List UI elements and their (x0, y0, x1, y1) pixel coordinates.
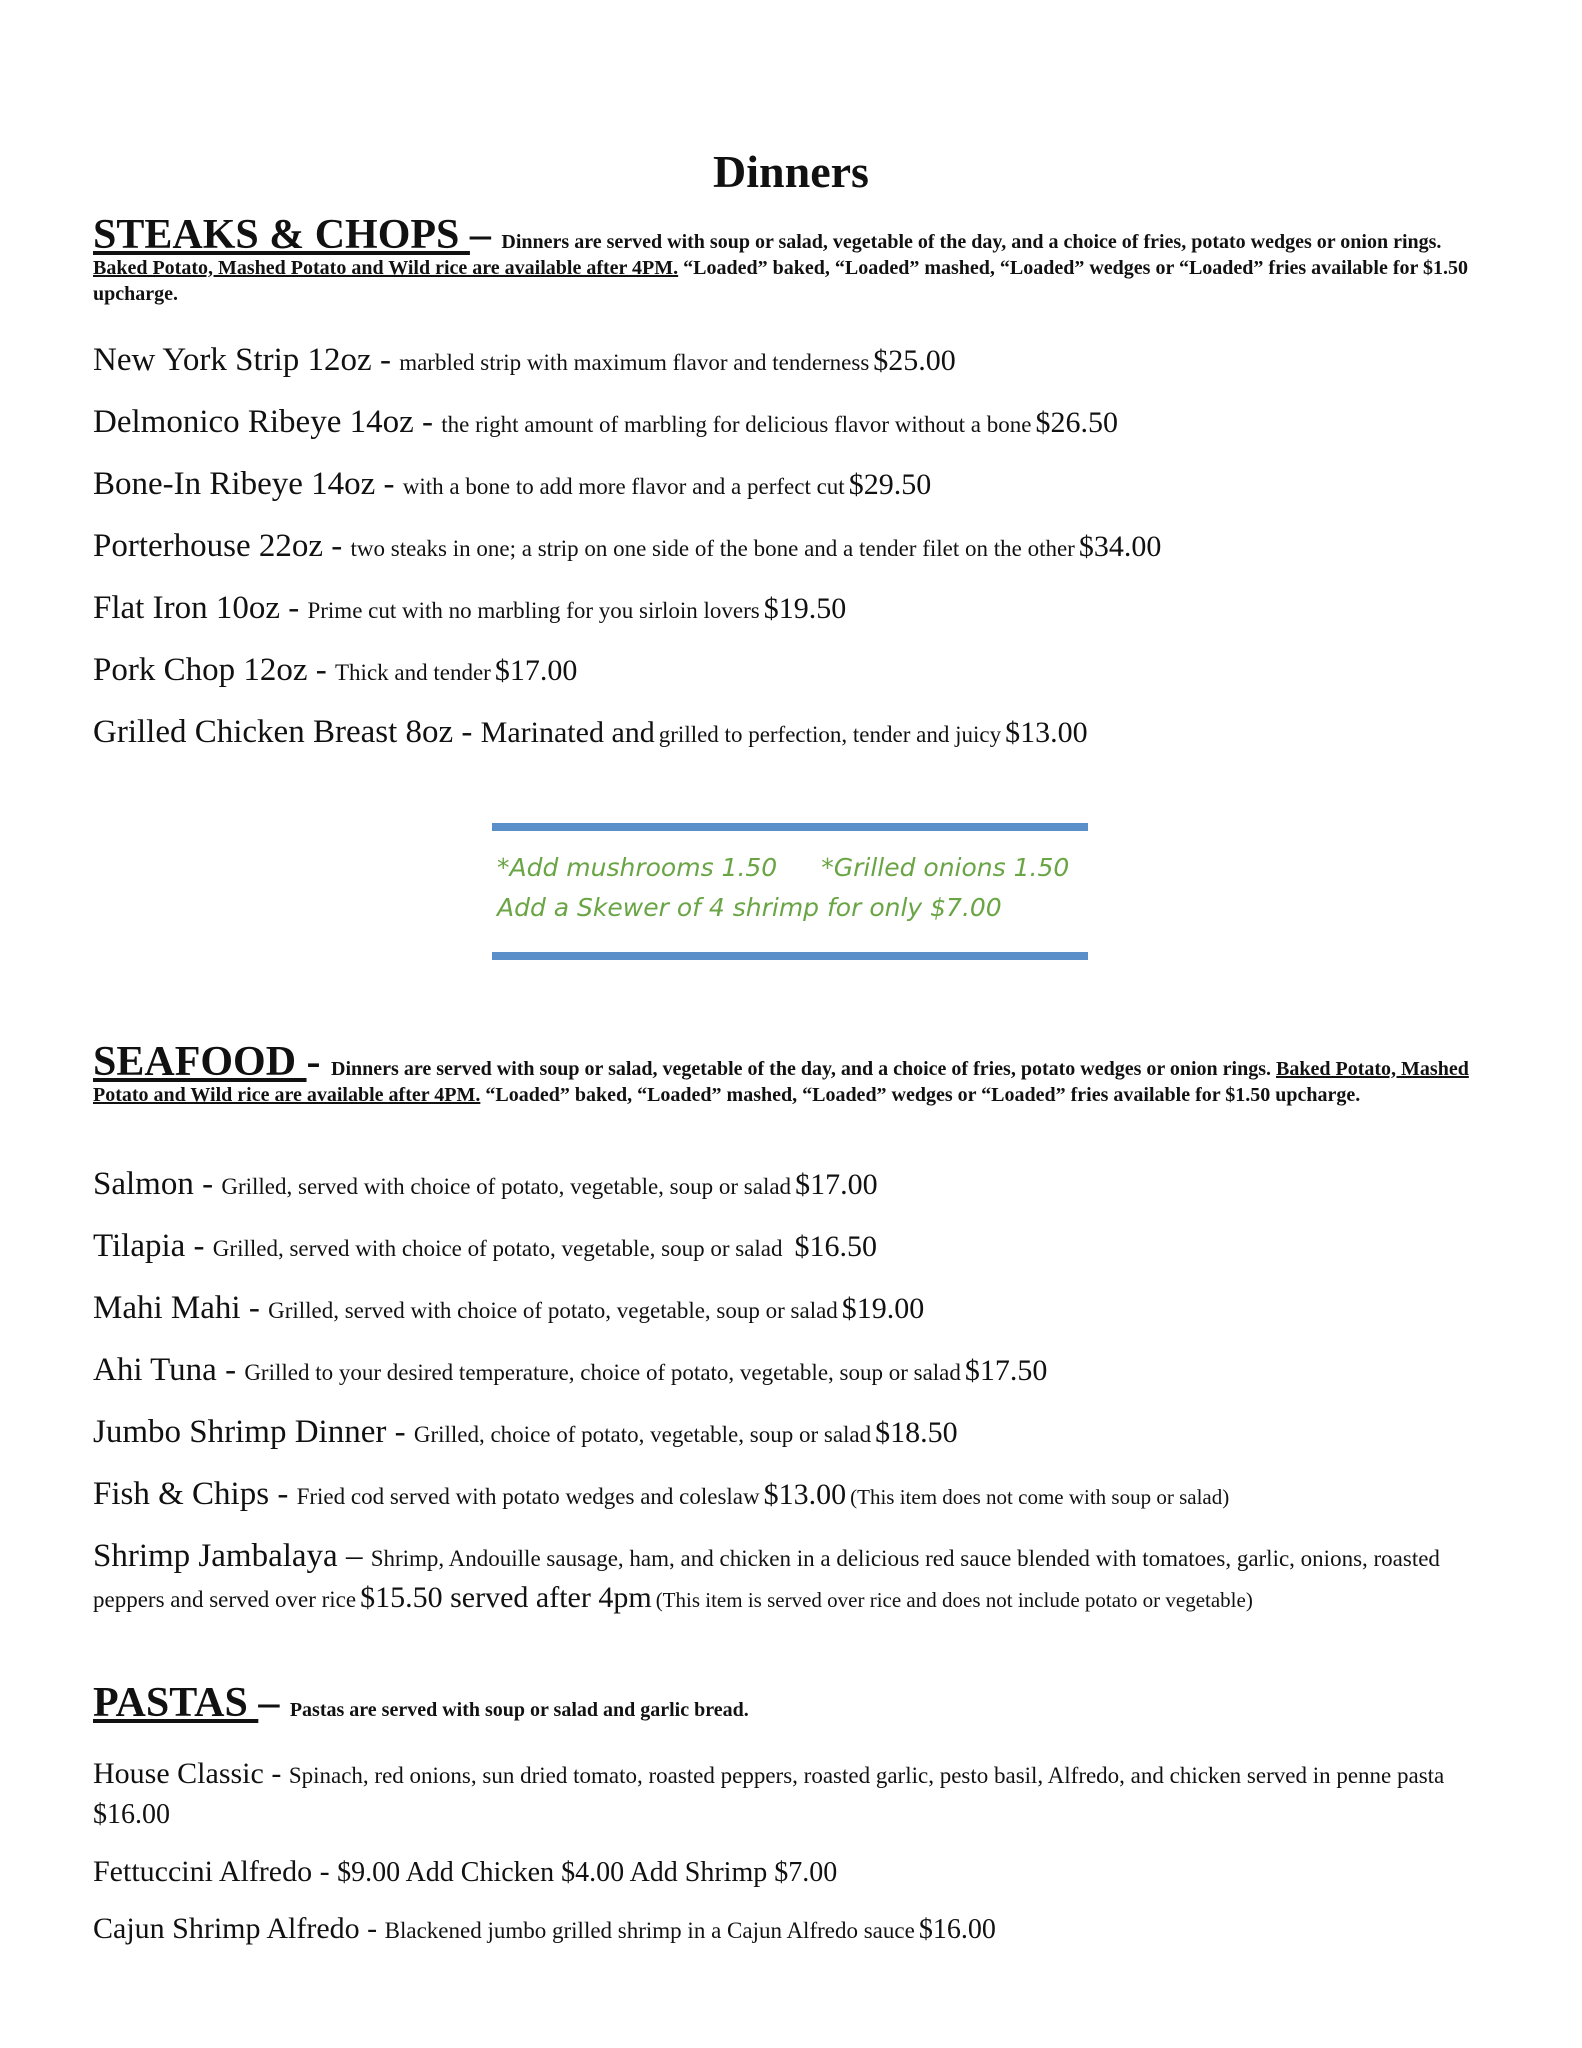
menu-item: Shrimp Jambalaya – Shrimp, Andouille sausage, ham, and chicken in a delicious red sauce blended with tomatoes, garlic, onions, roasted peppers and served over rice $15.50 served after 4pm (This item is served over rice and does not include potato or vegetable) (93, 1538, 1440, 1614)
item-desc: Prime cut with no marbling for you sirloin lovers (307, 598, 760, 623)
section-intro: Dinners are served with soup or salad, vegetable of the day, and a choice of fries, potato wedges or onion rings. (501, 231, 1442, 253)
item-desc: two steaks in one; a strip on one side of the bone and a tender filet on the other (350, 536, 1075, 561)
item-price: $18.50 (875, 1416, 958, 1449)
item-name: New York Strip 12oz (93, 342, 372, 378)
item-desc: Fried cod served with potato wedges and coleslaw (296, 1484, 760, 1509)
item-name: Fettuccini Alfredo (93, 1855, 313, 1888)
menu-item: Bone-In Ribeye 14oz - with a bone to add more flavor and a perfect cut $29.50 (93, 466, 932, 502)
addon-onions: *Grilled onions 1.50 (821, 853, 1070, 882)
item-desc: Blackened jumbo grilled shrimp in a Cajun Alfredo sauce (384, 1918, 915, 1943)
item-price: $13.00 (763, 1478, 847, 1511)
item-price: $16.00 (93, 1799, 170, 1830)
menu-item: Pork Chop 12oz - Thick and tender $17.00 (93, 652, 578, 688)
item-price: $25.00 (873, 344, 956, 377)
item-desc: Shrimp, Andouille sausage, ham, and chicken in a delicious red sauce blended with tomatoes, garlic, onions, roasted peppers and served over rice (93, 1546, 1440, 1612)
menu-item: Jumbo Shrimp Dinner - Grilled, choice of potato, vegetable, soup or salad $18.50 (93, 1414, 958, 1450)
menu-item: New York Strip 12oz - marbled strip with maximum flavor and tenderness $25.00 (93, 342, 956, 378)
item-price: $29.50 (848, 468, 932, 501)
item-name: Shrimp Jambalaya (93, 1538, 338, 1574)
item-desc: grilled to perfection, tender and juicy (658, 722, 1002, 747)
section-name: SEAFOOD (93, 1039, 307, 1085)
menu-item: Fettuccini Alfredo - $9.00 Add Chicken $4.00 Add Shrimp $7.00 (93, 1855, 838, 1888)
addons-box (492, 823, 1088, 960)
item-name: Ahi Tuna (93, 1352, 217, 1388)
item-price: $17.00 (795, 1168, 878, 1201)
item-price: $17.50 (964, 1354, 1048, 1387)
item-name: Jumbo Shrimp Dinner (93, 1414, 387, 1450)
item-desc: Grilled, served with choice of potato, vegetable, soup or salad (268, 1298, 838, 1323)
item-name: Salmon (93, 1166, 194, 1202)
menu-item: Porterhouse 22oz - two steaks in one; a strip on one side of the bone and a tender filet on the other $34.00 (93, 528, 1162, 564)
menu-item: Grilled Chicken Breast 8oz - Marinated and grilled to perfection, tender and juicy $13.00 (93, 714, 1088, 750)
menu-item: Mahi Mahi - Grilled, served with choice of potato, vegetable, soup or salad $19.00 (93, 1290, 925, 1326)
menu-item: Tilapia - Grilled, served with choice of potato, vegetable, soup or salad $16.50 (93, 1228, 878, 1264)
section-intro: Pastas are served with soup or salad and garlic bread. (289, 1699, 749, 1721)
addon-mushrooms: *Add mushrooms 1.50 (497, 853, 778, 882)
item-desc-lead: Marinated and (480, 716, 655, 749)
item-price: $34.00 (1078, 530, 1162, 563)
menu-item: Flat Iron 10oz - Prime cut with no marbling for you sirloin lovers $19.50 (93, 590, 847, 626)
item-desc: Grilled, served with choice of potato, vegetable, soup or salad (212, 1236, 783, 1261)
menu-item: Salmon - Grilled, served with choice of potato, vegetable, soup or salad $17.00 (93, 1166, 878, 1202)
item-desc: Grilled, served with choice of potato, vegetable, soup or salad (221, 1174, 792, 1199)
item-price: $16.50 (794, 1230, 878, 1263)
item-desc: Grilled to your desired temperature, choice of potato, vegetable, soup or salad (244, 1360, 961, 1385)
item-name: Cajun Shrimp Alfredo (93, 1912, 360, 1945)
section-header-pastas: PASTAS – Pastas are served with soup or salad and garlic bread. (93, 1680, 749, 1726)
section-intro-underlined: Baked Potato, Mashed Potato and Wild rice are available after 4PM. (93, 257, 679, 279)
item-desc: Spinach, red onions, sun dried tomato, roasted peppers, roasted garlic, pesto basil, Alfredo, and chicken served in penne pasta (288, 1763, 1445, 1788)
item-desc: the right amount of marbling for delicious flavor without a bone (441, 412, 1032, 437)
item-name: Pork Chop 12oz (93, 652, 308, 688)
section-intro-tail: “Loaded” baked, “Loaded” mashed, “Loaded” wedges or “Loaded” fries available for $1.50 upcharge. (480, 1084, 1361, 1106)
item-name: Fish & Chips (93, 1476, 270, 1512)
section-intro: Dinners are served with soup or salad, vegetable of the day, and a choice of fries, potato wedges or onion rings. (331, 1058, 1277, 1080)
item-name: House Classic (93, 1757, 264, 1790)
item-price: $19.00 (841, 1292, 925, 1325)
item-note: (This item does not come with soup or salad) (850, 1485, 1230, 1509)
item-price: $16.00 (918, 1914, 996, 1945)
item-desc: Thick and tender (335, 660, 491, 685)
item-desc: $9.00 Add Chicken $4.00 Add Shrimp $7.00 (337, 1857, 838, 1888)
item-price: $19.50 (763, 592, 847, 625)
section-header-seafood: SEAFOOD - Dinners are served with soup or salad, vegetable of the day, and a choice of fries, potato wedges or onion rings. Baked Potato, Mashed Potato and Wild rice are available after 4PM. “Loaded” baked, “Loaded” mashed, “Loaded” wedges or “Loaded” fries available for $1.50 upcharge. (93, 1039, 1469, 1106)
item-price: $26.50 (1035, 406, 1118, 439)
addon-shrimp: Add a Skewer of 4 shrimp for only $7.00 (497, 893, 1002, 922)
item-price: $15.50 served after 4pm (360, 1581, 652, 1614)
page-title: Dinners (713, 146, 869, 197)
item-name: Grilled Chicken Breast 8oz (93, 714, 454, 750)
item-desc: Grilled, choice of potato, vegetable, soup or salad (413, 1422, 872, 1447)
section-name: STEAKS & CHOPS (93, 212, 470, 258)
menu-item: Cajun Shrimp Alfredo - Blackened jumbo grilled shrimp in a Cajun Alfredo sauce $16.00 (93, 1912, 996, 1945)
item-note: (This item is served over rice and does not include potato or vegetable) (655, 1588, 1253, 1612)
menu-item: Fish & Chips - Fried cod served with potato wedges and coleslaw $13.00 (This item does not come with soup or salad) (93, 1476, 1230, 1512)
item-price: $17.00 (494, 654, 578, 687)
item-name: Flat Iron 10oz (93, 590, 280, 626)
item-desc: with a bone to add more flavor and a perfect cut (402, 474, 845, 499)
section-name: PASTAS (93, 1680, 259, 1726)
item-name: Delmonico Ribeye 14oz (93, 404, 414, 440)
menu-item: Ahi Tuna - Grilled to your desired temperature, choice of potato, vegetable, soup or salad $17.50 (93, 1352, 1048, 1388)
menu-item: Delmonico Ribeye 14oz - the right amount of marbling for delicious flavor without a bone $26.50 (93, 404, 1118, 440)
item-name: Porterhouse 22oz (93, 528, 324, 564)
item-price: $13.00 (1005, 716, 1088, 749)
item-name: Tilapia (93, 1228, 186, 1264)
section-intro-tail: “Loaded” baked, “Loaded” mashed, “Loaded” wedges or “Loaded” fries available for $1.50 upcharge. (93, 257, 1469, 305)
menu-item: House Classic - Spinach, red onions, sun dried tomato, roasted peppers, roasted garlic, pesto basil, Alfredo, and chicken served in penne pasta $16.00 (93, 1757, 1445, 1830)
item-name: Bone-In Ribeye 14oz (93, 466, 376, 502)
section-header-steaks: STEAKS & CHOPS – Dinners are served with soup or salad, vegetable of the day, and a choice of fries, potato wedges or onion rings. Baked Potato, Mashed Potato and Wild rice are available after 4PM. “Loaded” baked, “Loaded” mashed, “Loaded” wedges or “Loaded” fries available for $1.50 upcharge. (93, 212, 1469, 305)
item-desc: marbled strip with maximum flavor and tenderness (399, 350, 870, 375)
item-name: Mahi Mahi (93, 1290, 241, 1326)
section-intro-underlined: Baked Potato, Mashed Potato and Wild rice are available after 4PM. (93, 1058, 1469, 1106)
